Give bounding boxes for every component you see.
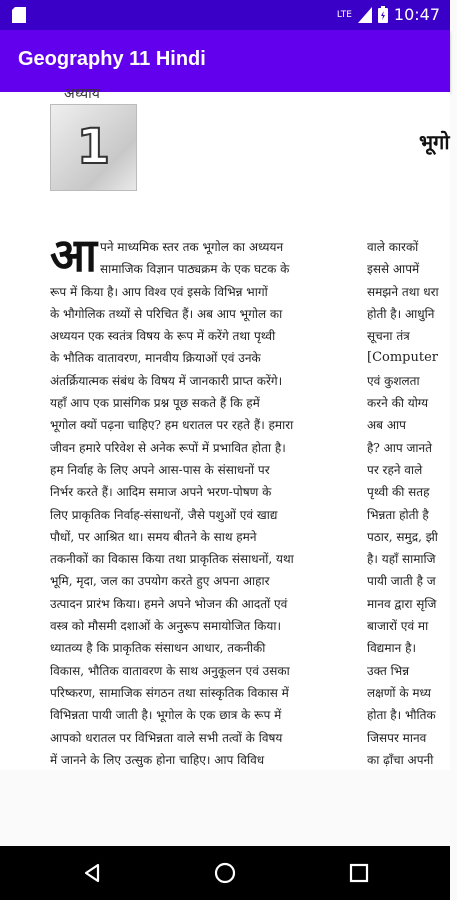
text-line: सूचना तंत्र (367, 329, 410, 344)
recents-icon[interactable] (344, 858, 374, 888)
app-title: Geography 11 Hindi (18, 48, 206, 70)
text-line: भिन्नता होती है (367, 507, 429, 522)
text-line: रूप में किया है। आप विश्व एवं इसके विभिन्न भागों (50, 284, 268, 299)
back-icon[interactable] (77, 858, 107, 888)
text-line: होता है। भौतिक (367, 708, 436, 723)
text-line: है। यहाँ सामाजि (367, 552, 436, 567)
text-line: इससे आपमें (367, 262, 420, 277)
text-line: में जानने के लिए उत्सुक होना चाहिए। आप विविध (50, 752, 265, 767)
text-line: बाजारों एवं मा (367, 619, 429, 634)
text-line: उक्त भिन्न (367, 663, 410, 678)
text-line: जीवन हमारे परिवेश से अनेक रूपों में प्रभावित होता है। (50, 440, 286, 455)
empty-area (0, 770, 450, 846)
text-line: वस्त्र को मौसमी दशाओं के अनुरूप समायोजित किया। (50, 619, 282, 634)
text-line: समझने तथा धरा (367, 284, 439, 299)
chapter-number-box (50, 104, 137, 191)
navigation-bar (0, 846, 450, 900)
text-line: हम निर्वाह के लिए अपने आस-पास के संसाधनों पर (50, 462, 270, 477)
chapter-title-partial: भूगो (419, 130, 450, 154)
text-line: [Computer (367, 350, 438, 366)
text-line: विकास, भौतिक वातावरण के साथ अनुकूलन एवं उसका (50, 663, 290, 678)
text-line: सामाजिक विज्ञान पाठ्यक्रम के एक घटक के (100, 262, 290, 277)
text-line: जिसपर मानव (367, 730, 427, 745)
text-line: अध्ययन एक स्वतंत्र विषय के रूप में करेंगे तथा पृथ्वी (50, 329, 276, 344)
text-line: उत्पादन प्रारंभ किया। हमने अपने भोजन की आदतों एवं (50, 596, 288, 611)
book-page[interactable] (0, 86, 450, 770)
chapter-number: 1 (76, 119, 111, 175)
text-line: पठार, समुद्र, झी (367, 529, 438, 544)
text-line: परिष्करण, सामाजिक संगठन तथा सांस्कृतिक विकास में (50, 685, 289, 700)
text-line: यहाँ आप एक प्रासंगिक प्रश्न पूछ सकते हैं कि हमें (50, 396, 260, 411)
text-line: है? आप जानते (367, 440, 433, 455)
text-line: के भौतिक वातावरण, मानवीय क्रियाओं एवं उनके (50, 351, 261, 366)
text-line: ध्यातव्य है कि प्राकृतिक संसाधन आधार, तकनीकी (50, 641, 266, 656)
text-line: विद्यमान है। (367, 641, 417, 656)
text-line: अंतर्क्रियात्मक संबंध के विषय में जानकारी प्राप्त करेंगे। (50, 373, 283, 388)
clock: 10:47 (393, 5, 440, 24)
signal-icon (358, 7, 372, 23)
drop-cap: आ (50, 228, 98, 282)
right-text-column (367, 236, 457, 816)
battery-icon (378, 6, 388, 23)
text-line: पृथ्वी की सतह (367, 485, 430, 500)
text-line: निर्भर करते हैं। आदिम समाज अपने भरण-पोषण के (50, 485, 272, 500)
text-line: आपको धरातल पर विभिन्नता वाले सभी तत्वों के विषय (50, 730, 283, 745)
text-line: के भौगोलिक तथ्यों से परिचित हैं। अब आप भूगोल का (50, 306, 283, 321)
text-line: विभिन्नता पायी जाती है। भूगोल के एक छात्र के रूप में (50, 708, 282, 723)
text-line: पर रहने वाले (367, 462, 423, 477)
text-line: पायी जाती है ज (367, 574, 436, 589)
chapter-label: अध्याय (64, 86, 100, 102)
text-line: मानव द्वारा सृजि (367, 596, 437, 611)
text-line: करने की योग्य (367, 396, 429, 411)
text-line: भूमि, मृदा, जल का उपयोग करते हुए अपना आहार (50, 574, 270, 589)
text-line: पने माध्यमिक स्तर तक भूगोल का अध्ययन (100, 240, 284, 254)
text-line: लिए प्राकृतिक निर्वाह-संसाधनों, जैसे पशुओं एवं खाद्य (50, 507, 278, 522)
text-line: पौधों, पर आश्रित था। समय बीतने के साथ हमने (50, 529, 257, 544)
left-text-column (50, 228, 345, 816)
text-line: होती है। आधुनि (367, 306, 435, 321)
text-line: वाले कारकों (367, 240, 419, 254)
text-line: तकनीकों का विकास किया तथा प्राकृतिक संसाधनों, यथा (50, 552, 294, 567)
app-bar (0, 30, 450, 92)
sd-card-icon (12, 7, 26, 23)
text-line: भूगोल क्यों पढ़ना चाहिए? हम धरातल पर रहते हैं। हमारा (50, 418, 294, 433)
text-line: का ढ़ाँचा अपनी (367, 752, 434, 767)
network-type-label: LTE (336, 9, 352, 20)
text-line: अब आप (367, 418, 406, 433)
home-icon[interactable] (210, 858, 240, 888)
text-line: एवं कुशलता (367, 373, 420, 388)
status-bar (0, 0, 450, 30)
text-line: लक्षणों के मध्य (367, 685, 432, 700)
